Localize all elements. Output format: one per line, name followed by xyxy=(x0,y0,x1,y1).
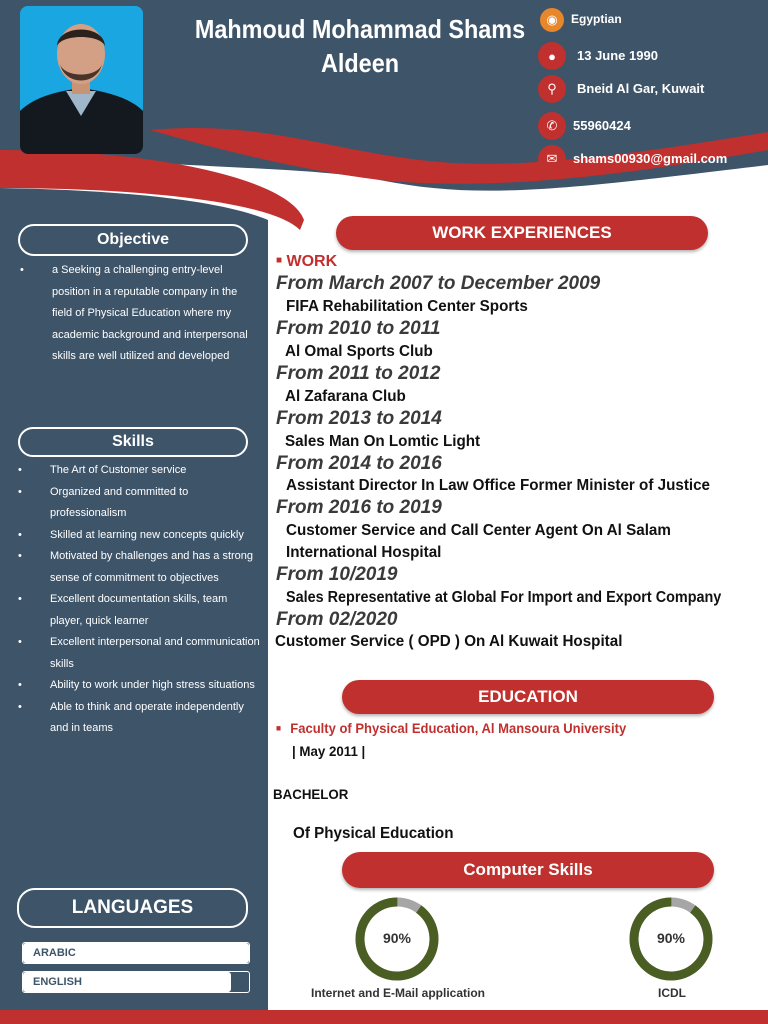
objective-list xyxy=(52,260,262,368)
work-period: From 2011 to 2012 xyxy=(276,363,441,384)
contact-address xyxy=(538,75,566,103)
skill-line: • Organized and committed to xyxy=(50,482,268,504)
work-role: Sales Representative at Global For Import and Export Company xyxy=(286,589,722,606)
work-experiences-heading: WORK EXPERIENCES xyxy=(336,216,708,250)
phone-icon: ✆ xyxy=(538,112,566,140)
objective-line: field of Physical Education where my xyxy=(52,307,232,319)
bullet-square-icon: ■ xyxy=(276,723,282,733)
footer-bar xyxy=(0,1010,768,1024)
person-icon: ● xyxy=(538,42,566,70)
work-role: FIFA Rehabilitation Center Sports xyxy=(286,298,528,315)
objective-line: position in a reputable company in the xyxy=(52,285,238,298)
location-pin-icon: ⚲ xyxy=(538,75,566,103)
education-heading: EDUCATION xyxy=(342,680,714,714)
contact-phone xyxy=(538,112,566,140)
gauge-percent: 90% xyxy=(382,930,412,946)
skill-line: • Skilled at learning new concepts quickly xyxy=(50,525,268,547)
skills-list xyxy=(50,460,268,740)
envelope-icon: ✉ xyxy=(538,145,566,173)
gauge-label-icdl: ICDL xyxy=(658,986,686,1000)
skill-line: • The Art of Customer service xyxy=(50,460,268,482)
email-text[interactable]: shams00930@gmail.com xyxy=(573,151,728,166)
work-period: From 2013 to 2014 xyxy=(276,408,442,429)
contact-email xyxy=(538,145,566,173)
skill-line: • Excellent documentation skills, team xyxy=(50,589,268,611)
objective-line: • a Seeking a challenging entry-level xyxy=(52,260,262,282)
faculty-text: Faculty of Physical Education, Al Mansoura University xyxy=(290,720,627,736)
work-role: Customer Service ( OPD ) On Al Kuwait Hospital xyxy=(275,633,623,650)
work-role: International Hospital xyxy=(286,544,442,561)
skill-line: sense of commitment to objectives xyxy=(50,571,219,584)
nationality-text: Egyptian xyxy=(571,12,622,26)
address-text: Bneid Al Gar, Kuwait xyxy=(577,81,705,96)
name-line-2: Aldeen xyxy=(320,48,400,78)
education-degree: BACHELOR xyxy=(273,786,349,802)
education-field: Of Physical Education xyxy=(293,825,454,842)
skill-line: • Motivated by challenges and has a strong xyxy=(50,546,268,568)
work-role: Al Omal Sports Club xyxy=(285,343,433,360)
education-faculty xyxy=(276,720,626,736)
gauge-internet xyxy=(354,896,440,982)
skill-line: • Excellent interpersonal and communication xyxy=(50,632,268,654)
passport-icon: ◉ xyxy=(540,8,564,32)
education-date: | May 2011 | xyxy=(292,743,366,759)
birthdate-text: 13 June 1990 xyxy=(577,48,658,63)
skill-line: • Able to think and operate independently xyxy=(50,697,268,719)
language-label-english: ENGLISH xyxy=(23,972,231,992)
skill-line: player, quick learner xyxy=(50,614,149,627)
language-label-arabic: ARABIC xyxy=(23,943,249,963)
skill-line: skills xyxy=(50,657,74,670)
objective-line: academic background and interpersonal xyxy=(52,328,248,341)
skill-line: professionalism xyxy=(50,507,127,519)
skill-line: • Ability to work under high stress situations xyxy=(50,675,268,697)
gauge-label-internet: Internet and E-Mail application xyxy=(310,986,486,1000)
work-period: From 2010 to 2011 xyxy=(276,318,441,339)
work-role: Sales Man On Lomtic Light xyxy=(285,433,481,450)
objective-line: skills are well utilized and developed xyxy=(52,350,230,362)
work-period: From March 2007 to December 2009 xyxy=(276,273,601,294)
work-period: From 10/2019 xyxy=(276,564,398,585)
objective-heading: Objective xyxy=(18,224,248,256)
computer-skills-heading: Computer Skills xyxy=(342,852,714,888)
candidate-name xyxy=(189,12,531,80)
phone-text[interactable]: 55960424 xyxy=(573,118,631,133)
work-role: Assistant Director In Law Office Former Minister of Justice xyxy=(286,477,711,494)
work-role: Customer Service and Call Center Agent On Al Salam xyxy=(286,522,671,539)
skill-line: and in teams xyxy=(50,722,113,734)
bullet-square-icon: ■ xyxy=(276,255,283,266)
language-bar-arabic xyxy=(22,942,250,964)
work-role: Al Zafarana Club xyxy=(285,388,406,405)
work-subheading xyxy=(276,253,337,271)
language-bar-english xyxy=(22,971,250,993)
work-subheading-text: WORK xyxy=(286,253,338,270)
name-line-1: Mahmoud Mohammad Shams xyxy=(194,14,526,44)
work-period: From 2016 to 2019 xyxy=(276,497,442,518)
languages-heading: LANGUAGES xyxy=(17,888,248,928)
contact-nationality xyxy=(540,8,564,32)
contact-birthdate xyxy=(538,42,566,70)
skills-heading: Skills xyxy=(18,427,248,457)
gauge-icdl xyxy=(628,896,714,982)
work-period: From 02/2020 xyxy=(276,609,398,630)
gauge-percent: 90% xyxy=(656,930,686,946)
profile-photo xyxy=(20,6,143,154)
work-period: From 2014 to 2016 xyxy=(276,453,442,474)
